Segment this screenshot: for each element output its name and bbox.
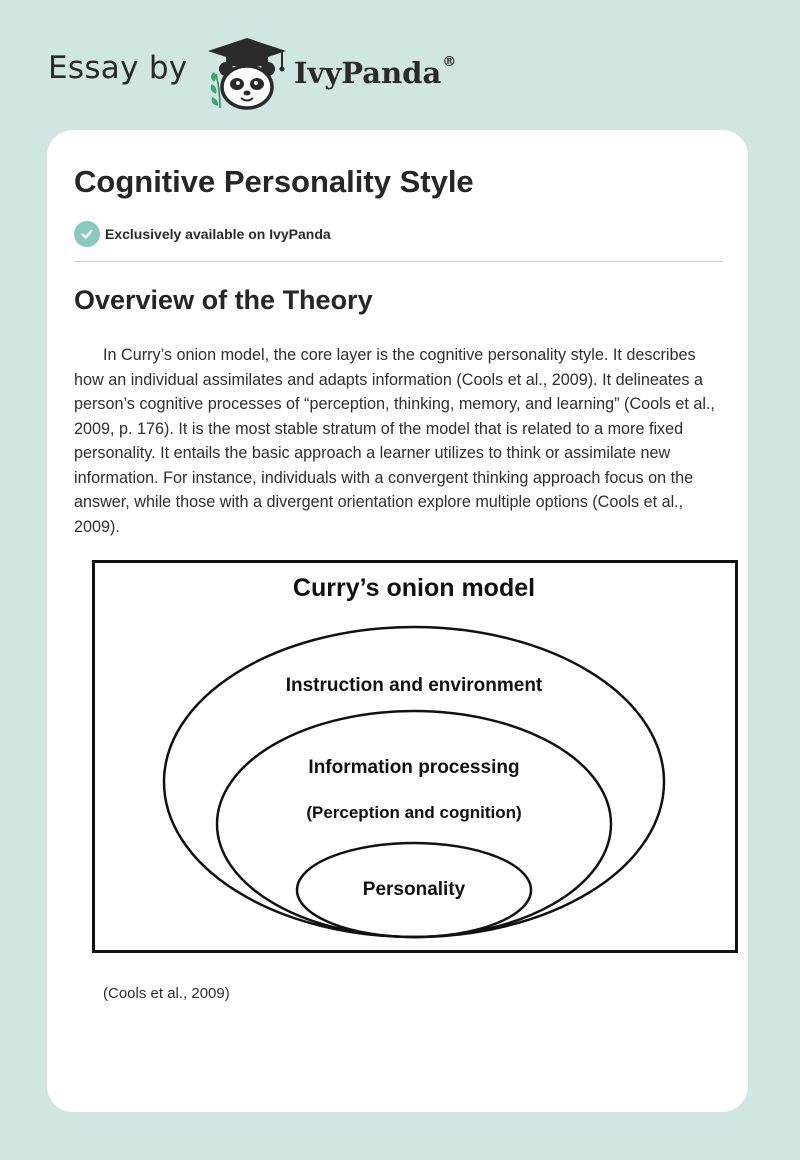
essay-by-label: Essay by — [48, 50, 188, 86]
page-title: Cognitive Personality Style — [74, 164, 474, 199]
inner-layer-label: Personality — [362, 879, 466, 900]
panda-logo-icon[interactable] — [202, 36, 292, 112]
divider — [74, 261, 723, 262]
figure-title: Curry’s onion model — [292, 574, 536, 602]
brand-text: IvyPanda — [294, 56, 442, 90]
exclusive-badge-label: Exclusively available on IvyPanda — [105, 226, 331, 242]
middle-layer-label: Information processing — [308, 757, 520, 778]
onion-model-diagram — [92, 560, 738, 953]
brand-name[interactable] — [294, 56, 456, 90]
article-card — [47, 130, 748, 1112]
registered-mark: ® — [442, 54, 457, 70]
check-icon — [74, 221, 100, 247]
section-heading: Overview of the Theory — [74, 285, 373, 315]
site-header — [48, 36, 508, 112]
onion-model-figure — [92, 560, 738, 953]
exclusive-badge — [74, 221, 331, 247]
figure-caption: (Cools et al., 2009) — [103, 985, 230, 1002]
body-paragraph: In Curry’s onion model, the core layer is the cognitive personality style. It describes how an individual assimilates and adapts information (Cools et al., 2009). It delineates a person’s cognitive processes of “perception, thinking, memory, and learning” (Cools et al., 2009, p. 176). It is the most stable stratum of the model that is related to a more fixed personality. It entails the basic approach a learner utilizes to think or assimilate new information. For instance, individuals with a convergent thinking approach focus on the answer, while those with a divergent orientation explore multiple options (Cools et al., 2009). — [74, 346, 715, 536]
outer-layer-label: Instruction and environment — [285, 675, 543, 696]
middle-layer-sublabel: (Perception and cognition) — [306, 803, 522, 822]
